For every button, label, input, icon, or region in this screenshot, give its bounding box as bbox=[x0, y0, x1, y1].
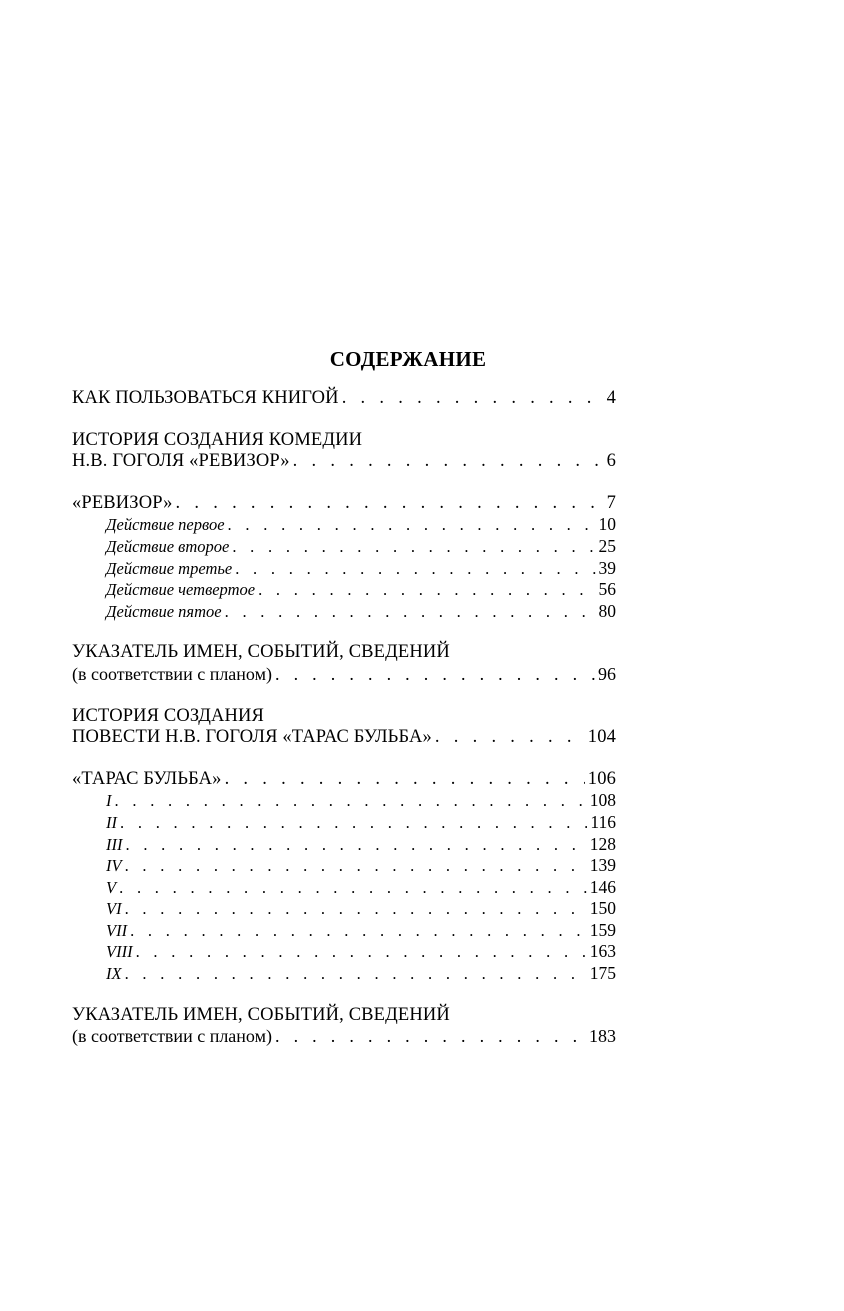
toc-entry-label: I bbox=[106, 791, 112, 811]
dot-leader bbox=[125, 855, 587, 877]
toc-entry-label: Н.В. ГОГОЛЯ «РЕВИЗОР» bbox=[72, 451, 290, 472]
toc-page-number: 39 bbox=[598, 557, 616, 578]
toc-entry-label: V bbox=[106, 877, 117, 897]
page-title: СОДЕРЖАНИЕ bbox=[329, 347, 487, 371]
toc-entry-label: II bbox=[106, 812, 117, 832]
dot-leader bbox=[119, 877, 587, 899]
toc-entry-label: «РЕВИЗОР» bbox=[72, 492, 173, 513]
toc-page-number: 175 bbox=[589, 963, 616, 984]
toc-entry bbox=[72, 664, 616, 686]
toc-page-number: 4 bbox=[606, 388, 616, 408]
toc-subentry bbox=[72, 790, 616, 812]
toc-entry bbox=[72, 451, 616, 473]
toc-heading-line bbox=[72, 706, 616, 728]
toc-entry-label: (в соответствии с планом) bbox=[72, 663, 272, 684]
toc-entry-label: ПОВЕСТИ Н.В. ГОГОЛЯ «ТАРАС БУЛЬБА» bbox=[72, 727, 432, 748]
toc-section bbox=[72, 1005, 616, 1048]
toc-page-number: 108 bbox=[589, 790, 616, 811]
toc-page-number: 10 bbox=[598, 514, 616, 535]
toc-page-number: 159 bbox=[589, 919, 616, 940]
toc-subentry bbox=[72, 812, 616, 834]
dot-leader bbox=[275, 664, 595, 686]
toc-page-number: 96 bbox=[598, 663, 616, 684]
dot-leader bbox=[228, 514, 596, 536]
toc-section bbox=[72, 493, 616, 623]
toc-section bbox=[72, 769, 616, 985]
toc-entry-label: IV bbox=[106, 856, 122, 876]
toc-page-number: 106 bbox=[587, 768, 616, 789]
toc-page-number: 56 bbox=[598, 579, 616, 600]
dot-leader bbox=[225, 601, 596, 623]
toc-section bbox=[72, 388, 616, 410]
toc-entry-label: ИСТОРИЯ СОЗДАНИЯ КОМЕДИИ bbox=[72, 429, 363, 450]
toc-page-number: 150 bbox=[589, 898, 616, 919]
toc-subentry bbox=[72, 855, 616, 877]
dot-leader bbox=[120, 812, 587, 834]
toc-page-number: 80 bbox=[598, 600, 616, 621]
toc-subentry bbox=[72, 579, 616, 601]
toc-page-number: 25 bbox=[598, 535, 616, 556]
toc-entry-label: Действие четвертое bbox=[106, 580, 256, 600]
toc-entry-label: УКАЗАТЕЛЬ ИМЕН, СОБЫТИЙ, СВЕДЕНИЙ bbox=[72, 1004, 450, 1025]
toc-entry bbox=[72, 727, 616, 749]
toc-page-number: 104 bbox=[587, 727, 616, 748]
dot-leader bbox=[258, 579, 595, 601]
toc-subentry bbox=[72, 920, 616, 942]
toc-entry-label: VIII bbox=[106, 942, 133, 962]
toc-entry-label: Действие первое bbox=[106, 515, 225, 535]
toc-subentry bbox=[72, 834, 616, 856]
toc-page-number: 7 bbox=[606, 492, 616, 513]
toc-subentry bbox=[72, 601, 616, 623]
toc-section bbox=[72, 642, 616, 685]
toc-subentry bbox=[72, 877, 616, 899]
toc-entry bbox=[72, 493, 616, 515]
dot-leader bbox=[136, 941, 587, 963]
toc-subentry bbox=[72, 898, 616, 920]
dot-leader bbox=[435, 727, 585, 749]
toc-entry-label: Действие второе bbox=[106, 536, 230, 556]
toc-page-number: 146 bbox=[589, 876, 616, 897]
toc-section bbox=[72, 706, 616, 749]
dot-leader bbox=[342, 388, 604, 410]
toc-entry-label: VII bbox=[106, 920, 128, 940]
dot-leader bbox=[115, 790, 587, 812]
dot-leader bbox=[125, 963, 587, 985]
section-gap bbox=[72, 686, 616, 706]
toc-heading-line bbox=[72, 1005, 616, 1027]
section-gap bbox=[72, 985, 616, 1005]
toc-entry bbox=[72, 769, 616, 791]
toc-entry-label: III bbox=[106, 834, 123, 854]
dot-leader bbox=[125, 834, 586, 856]
dot-leader bbox=[235, 558, 595, 580]
section-gap bbox=[72, 622, 616, 642]
section-gap bbox=[72, 473, 616, 493]
toc-page-number: 116 bbox=[590, 811, 616, 832]
toc-entry-label: (в соответствии с планом) bbox=[72, 1026, 272, 1047]
toc-entry-label: VI bbox=[106, 899, 122, 919]
toc-entry-label: «ТАРАС БУЛЬБА» bbox=[72, 768, 222, 789]
toc-subentry bbox=[72, 536, 616, 558]
toc-subentry bbox=[72, 514, 616, 536]
dot-leader bbox=[293, 451, 604, 473]
toc-entry-label: Действие пятое bbox=[106, 601, 222, 621]
dot-leader bbox=[176, 493, 604, 515]
section-gap bbox=[72, 749, 616, 769]
toc-page-number: 163 bbox=[589, 941, 616, 962]
toc-entry bbox=[72, 388, 616, 410]
section-gap bbox=[72, 410, 616, 430]
toc-page-number: 6 bbox=[606, 451, 616, 472]
dot-leader bbox=[275, 1026, 586, 1048]
dot-leader bbox=[130, 920, 587, 942]
toc-entry-label: УКАЗАТЕЛЬ ИМЕН, СОБЫТИЙ, СВЕДЕНИЙ bbox=[72, 642, 450, 663]
toc-entry-label: КАК ПОЛЬЗОВАТЬСЯ КНИГОЙ bbox=[72, 388, 339, 408]
toc-page-number: 128 bbox=[589, 833, 616, 854]
toc-subentry bbox=[72, 558, 616, 580]
dot-leader bbox=[125, 898, 587, 920]
toc-page-number: 183 bbox=[589, 1026, 616, 1047]
dot-leader bbox=[225, 769, 585, 791]
toc-heading-line bbox=[72, 430, 616, 452]
table-of-contents bbox=[72, 388, 616, 1048]
toc-entry-label: IX bbox=[106, 964, 122, 984]
dot-leader bbox=[232, 536, 595, 558]
toc-entry-label: ИСТОРИЯ СОЗДАНИЯ bbox=[72, 705, 265, 726]
toc-subentry bbox=[72, 963, 616, 985]
toc-section bbox=[72, 430, 616, 473]
toc-subentry bbox=[72, 941, 616, 963]
toc-page-number: 139 bbox=[589, 855, 616, 876]
toc-entry-label: Действие третье bbox=[106, 558, 233, 578]
toc-entry bbox=[72, 1026, 616, 1048]
toc-heading-line bbox=[72, 642, 616, 664]
